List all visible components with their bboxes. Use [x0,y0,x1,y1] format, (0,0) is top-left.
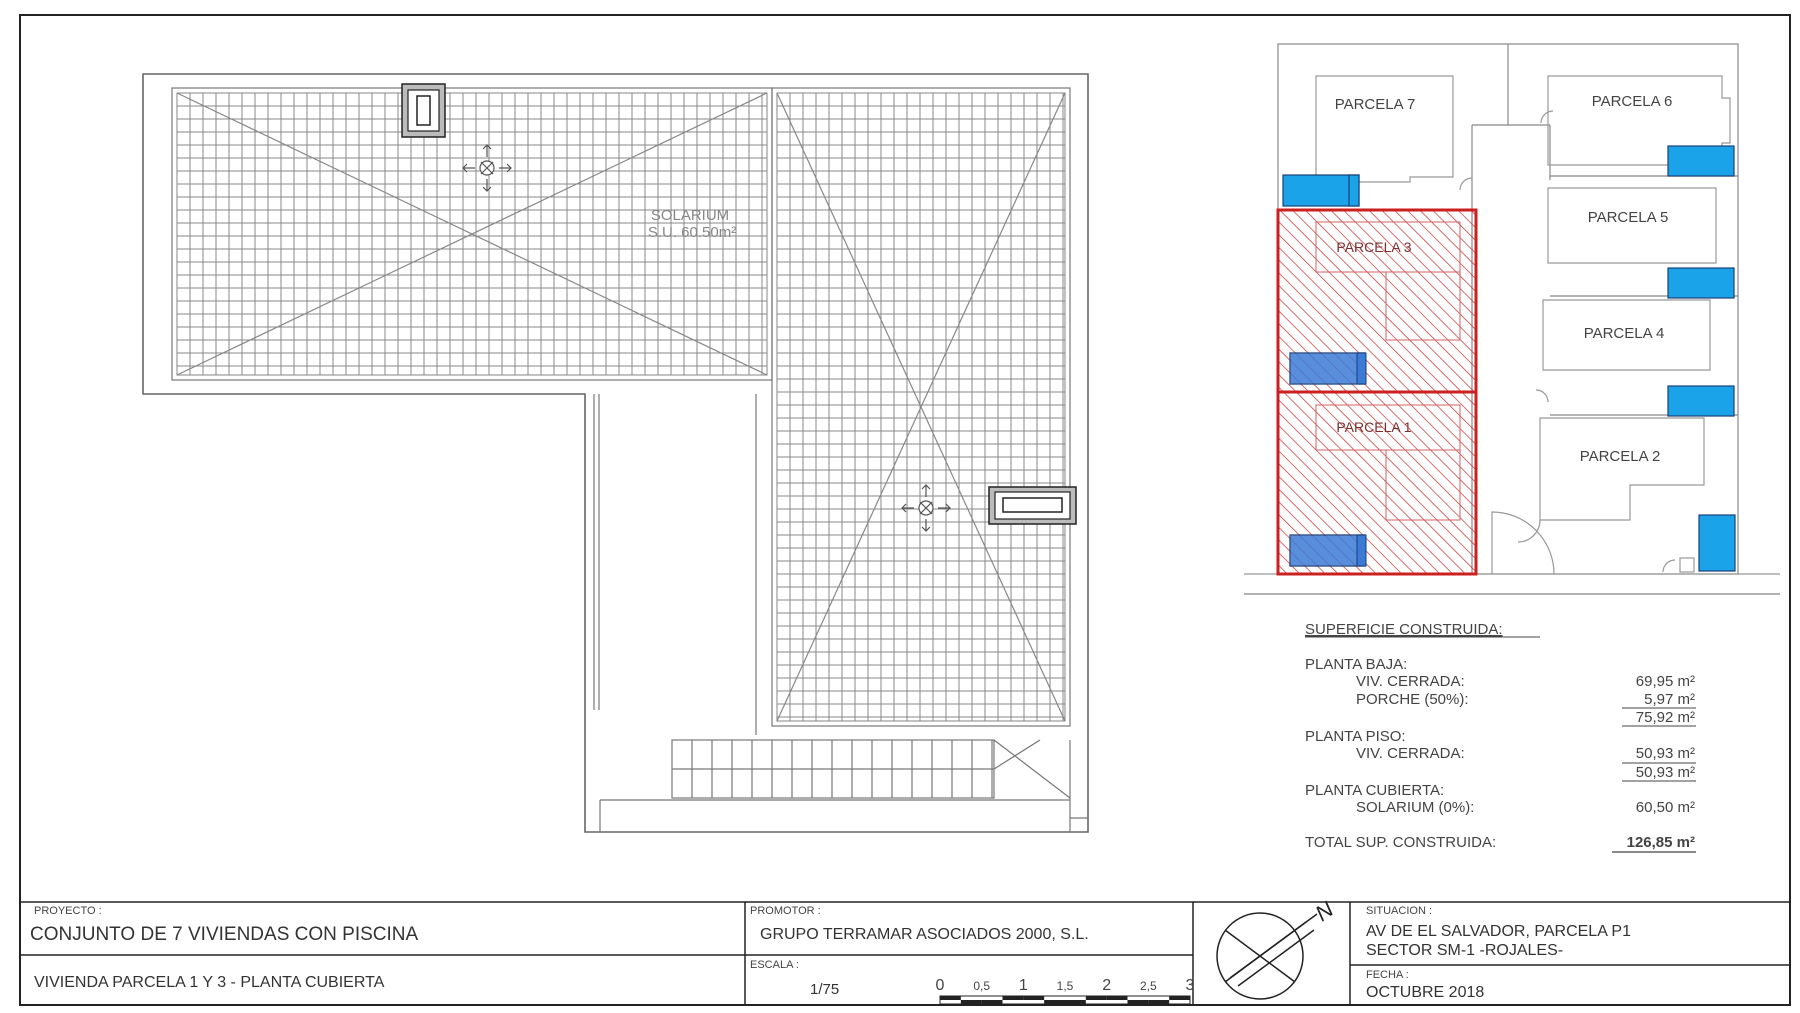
pc-solarium-value: 60,50 m² [1635,799,1695,816]
pool-parcela-4 [1668,386,1734,416]
parcel-label-4: PARCELA 4 [1583,325,1665,342]
parcel-label-1: PARCELA 1 [1336,419,1412,435]
scale-tick-label: 2,5 [1139,979,1157,993]
highlighted-parcels [1278,210,1476,574]
scale-tick-label: 0 [935,977,945,994]
parcel-label-3: PARCELA 3 [1336,239,1412,255]
roof-plan [143,74,1088,832]
surface-table [1305,621,1696,852]
pool-parcela-7 [1283,175,1359,206]
pool-parcela-6 [1668,146,1734,176]
chimney-top [402,84,445,137]
subtitle: VIVIENDA PARCELA 1 Y 3 - PLANTA CUBIERTA [34,974,385,991]
scale-tick-label: 1 [1018,977,1028,994]
parcel-label-6: PARCELA 6 [1591,93,1673,110]
graphic-scale [936,977,1195,1004]
chimney-right [989,487,1076,524]
pb-porche-value: 5,97 m² [1644,691,1695,708]
sheet-border [20,15,1790,1005]
planta-piso-label: PLANTA PISO: [1305,728,1406,745]
planta-cubierta-label: PLANTA CUBIERTA: [1305,782,1445,799]
pool-parcela-2 [1699,515,1735,571]
staircase [672,740,1070,798]
situacion-label: SITUACION : [1366,905,1433,917]
pc-solarium-label: SOLARIUM (0%): [1356,799,1475,816]
surface-title: SUPERFICIE CONSTRUIDA: [1305,621,1503,638]
pool-parcela-1 [1290,535,1365,566]
north-label: N [1310,896,1338,927]
solarium-area: S.U. 60.50m² [647,224,737,241]
parcel-label-2: PARCELA 2 [1579,448,1661,465]
planta-baja-label: PLANTA BAJA: [1305,656,1408,673]
total-label: TOTAL SUP. CONSTRUIDA: [1305,834,1497,851]
scale-tick-label: 2 [1102,977,1112,994]
total-value: 126,85 m² [1626,834,1695,851]
proyecto-label: PROYECTO : [34,905,102,917]
pp-viv-value: 50,93 m² [1635,745,1695,762]
scale-tick-label: 1,5 [1056,979,1074,993]
pb-viv-label: VIV. CERRADA: [1356,673,1465,690]
parcel-label-7: PARCELA 7 [1334,96,1416,113]
solarium-label: SOLARIUM [650,207,730,224]
fecha-value: OCTUBRE 2018 [1366,984,1485,1001]
scale-tick-label: 0,5 [973,979,991,993]
escala-value: 1/75 [810,981,840,998]
pb-total: 75,92 m² [1635,709,1695,726]
situacion-line2: SECTOR SM-1 -ROJALES- [1366,942,1564,959]
pool-parcela-5 [1668,268,1734,298]
roof-drain-right [902,485,950,531]
north-arrow [1217,913,1317,999]
proyecto-value: CONJUNTO DE 7 VIVIENDAS CON PISCINA [30,924,419,945]
fecha-label: FECHA : [1366,969,1409,981]
pp-viv-label: VIV. CERRADA: [1356,745,1465,762]
pp-total: 50,93 m² [1635,764,1695,781]
pool-parcela-3 [1290,353,1365,384]
parcel-label-5: PARCELA 5 [1587,209,1669,226]
escala-label: ESCALA : [750,959,799,971]
pb-viv-value: 69,95 m² [1635,673,1695,690]
scale-tick-label: 3 [1185,977,1195,994]
situacion-line1: AV DE EL SALVADOR, PARCELA P1 [1366,923,1631,940]
promotor-value: GRUPO TERRAMAR ASOCIADOS 2000, S.L. [760,926,1089,943]
promotor-label: PROMOTOR : [750,905,821,917]
pb-porche-label: PORCHE (50%): [1356,691,1469,708]
